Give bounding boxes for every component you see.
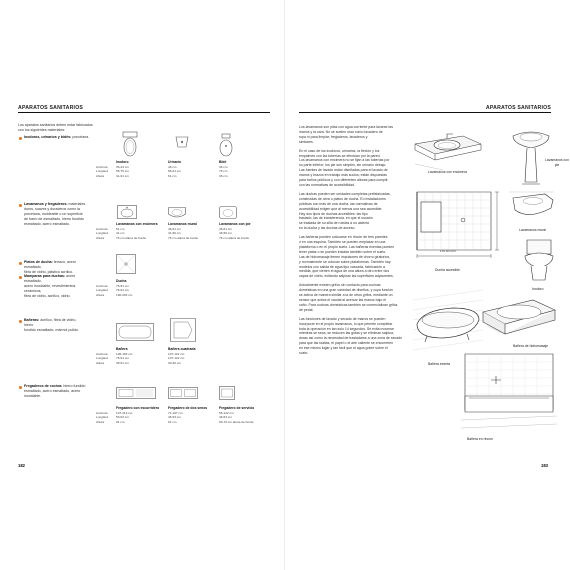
fixture-values: 71-107 cm 46-53 cm 91 cm: [168, 411, 183, 424]
freestanding-tub-illustration: [413, 290, 483, 358]
section-platos-ducha: Platos de ducha: terrazo, acero esmaltado, fibra de vidrio, plástico acrílico.: [24, 260, 76, 274]
caption-ducha-accesible: Ducha accesible: [435, 268, 460, 272]
caption-lavamanos-mural: Lavamanos mural: [519, 228, 546, 232]
caption-lavamanos-pie: Lavamanos con pie: [545, 158, 569, 167]
right-header-title: APARATOS SANITARIOS: [485, 105, 551, 111]
countertop-sink-icon: [117, 205, 137, 219]
bullet-icon: [19, 276, 22, 279]
fixture-values: 46-61 cm 41-56 cm 76 cm altura de borde: [168, 227, 199, 240]
wall-sink-illustration: [509, 190, 554, 226]
shower-tray-icon: [116, 254, 136, 274]
page-number-right: 183: [541, 463, 548, 468]
section-inodoros: Inodoros, urinarios y bidés: porcelana.: [24, 135, 90, 139]
fixture-name: Fregadero de dos senos: [168, 406, 208, 410]
left-header-title: APARATOS SANITARIOS: [18, 105, 84, 111]
bathtub-icon: [116, 323, 154, 341]
bullet-icon: [19, 204, 22, 207]
fixture-values: 51 cm 41 cm 76 cm altura de borde: [116, 227, 147, 240]
dim-labels-row3: Anchura Longitud Altura: [96, 284, 108, 297]
shower-dimension: 170 cm mín.: [440, 249, 457, 253]
fixture-name: Urinario: [168, 160, 181, 164]
fixture-name: Inodoro: [116, 160, 129, 164]
paragraph-baneras: Las bañeras pueden colocarse en rincón de tres paredes o en una esquina. También se pueden emplazar en una plataforma o en el propio suelo. Las bañeras exentas pueden tener patas o se pueden instalar también sobre el suelo. Las de hidromasaje tienen impulsores de chorro giratorios, y normalmente se colocan sobre plataformas. También hay modelos con salida de agua tipo cascada, fabricación a medida, que vierten el agua de una altura a otro entre dos capas de vidrio, evitando salpicar las superficies adyacentes.: [299, 235, 395, 279]
pedestal-sink-illustration: [510, 128, 552, 186]
paragraph-lavamanos: Los lavamanos son pilas con agua corriente para lavarse las manos y la cara. No se suelen usar como lavadero de ropa ni para limpiar; fregaderos, lavaderos y similares.: [299, 125, 393, 144]
fixture-values: 56-122 cm 46-53 cm 69-79 cm altura de borde: [219, 411, 254, 424]
dim-labels-row2: Anchura Longitud Altura: [96, 227, 108, 240]
fixture-name: Bidé: [219, 160, 227, 164]
fixture-name: Lavamanos mural: [168, 222, 197, 226]
left-intro-line-1: Los aparatos sanitarios deben estar fabricados: [18, 123, 93, 127]
alcove-tub-illustration: [461, 350, 557, 432]
fixture-values: 36-43 cm 56-75 cm 41-91 cm: [116, 165, 129, 178]
bullet-icon: [19, 137, 22, 140]
fixture-name: Bañera cuadrada: [168, 347, 196, 351]
countertop-sink-illustration: [413, 130, 483, 170]
service-sink-icon: [219, 386, 235, 400]
section-lavamanos: Lavamanos y fregaderos: materiales duros, suaves y duraderos como la porcelana, moldeable o un superficie de barro de esmaltado, hierro fundido esmaltado, acero esmaltado.: [24, 202, 86, 226]
paragraph-grifos: Actualmente existen grifos sin contacto para cocinas domésticas en una gran variedad de diseños, y cuya función se activa de manera similar a la de otros grifos, mediante un sensor que activa el caudal al acercar las manos bajo el caño. Para cocinas domésticas también se comercializan grifos de pedal.: [299, 283, 398, 312]
bullet-icon: [19, 262, 22, 265]
wall-sink-icon: [168, 207, 186, 219]
fixture-values: 107-122 cm 107-122 cm 30-40 cm: [168, 352, 185, 365]
double-sink-icon: [168, 387, 198, 399]
caption-banera-exenta: Bañera exenta: [428, 362, 451, 366]
paragraph-secado: Las funciones de lavado y secado de manos se pueden incorporar en el propio lavamanos, lo que permite completar toda la operación en tan solo 14 segundos. Se evita moverse mientras se seca, se reducen las gotas y se eliminan salpica- duras así como la necesidad de trasladarse a una zona de secado para que las toallas, el papel o el aire caliente se encuentren en ese mismo lugar y tan fácil que el agua gotee sobre el suelo.: [299, 316, 403, 356]
pedestal-sink-icon: [219, 206, 237, 219]
fixture-values: 46-61 cm 46-56 cm 76 cm altura de borde: [219, 227, 250, 240]
fixture-values: 36 cm 76 cm 36 cm: [219, 165, 228, 178]
left-header-bar: [18, 100, 270, 113]
paragraph-duchas: Las duchas pueden ser unidades completas prefabricadas, construidas de obra o platos de ducha. En instalaciones públicas con más de una ducha, las normativas de accesibilidad exigen que al menos una sea accesible. Hay dos tipos de duchas accesibles: las tipo traslado, las de transferencia, en que el usuario se traslada de su silla de ruedas a un asiento en la ducha y las duchas de acceso.: [299, 191, 391, 231]
urinal-icon: [175, 136, 189, 148]
caption-inodoro: Inodoro: [532, 287, 544, 291]
caption-banera-rincon: Bañera en rincón: [467, 437, 493, 441]
fixture-values: 106-183 cm 76-91 cm 36-51 cm: [116, 352, 133, 365]
fixture-name: Fregadero con escurridero: [116, 406, 160, 410]
fixture-name: Lavamanos con pie: [219, 222, 251, 226]
square-bathtub-icon: [170, 318, 196, 342]
bullet-icon: [19, 320, 22, 323]
fixture-values: 46 cm 56-61 cm 61 cm: [168, 165, 181, 178]
right-text-column: [299, 125, 403, 356]
accessible-shower-illustration: [415, 190, 503, 262]
toilet-illustration: [521, 238, 555, 284]
drainboard-sink-icon: [116, 387, 156, 399]
left-intro-line-2: con los siguientes materiales:: [18, 128, 66, 132]
caption-lavamanos-encimera: Lavamanos con encimera: [428, 170, 467, 174]
bullet-icon: [19, 386, 22, 389]
section-fregaderos: Fregaderos de cocina: hierro fundido esmaltado, acero esmaltado, acero inoxidable.: [24, 384, 86, 398]
section-baneras: Bañeras: acrílico, fibra de vidrio, hierro fundido esmaltado, mármol pulido.: [24, 318, 79, 332]
bidet-icon: [218, 134, 234, 158]
toilet-top-icon: [120, 132, 140, 158]
dim-labels-row1: Anchura Longitud Altura: [96, 165, 108, 178]
right-page: [285, 0, 570, 570]
paragraph-inodoros: En el caso de los inodoros, urinarios, la flexión y los empalmes con las tuberías se efectúan por la pared. Los lavamanos con encimera no se fijan a las tuberías por su parte inferior; los pie son simples, sin urinario debajo. Las fuentes de lavado están diseñadas para el lavado de manos y brazos en trabajo más sucios; están dispuestas para baños públicos y con diferentes alturas para cumplir con las normativas de accesibilidad.: [299, 148, 390, 187]
dim-labels-row5: Anchura Longitud Altura: [96, 411, 108, 424]
caption-banera-hidromasaje: Bañera de hidromasaje: [513, 344, 549, 348]
dim-labels-row4: Anchura Longitud Altura: [96, 352, 108, 365]
page-number-left: 182: [18, 463, 25, 468]
whirlpool-tub-illustration: [481, 296, 557, 340]
fixture-name: Lavamanos con encimera: [116, 222, 158, 226]
section-mamparas: Mamparas para duchas: acero esmaltado, acero inoxidable, revestimientos cerámicos, fibra de vidrio, acrílico, vidrio.: [24, 274, 76, 298]
fixture-name: Fregadero de servicio: [219, 406, 255, 410]
fixture-name: Ducha: [116, 279, 127, 283]
fixture-values: 107-213 cm 53-63 cm 91 cm: [116, 411, 133, 424]
fixture-values: 76-91 cm 76-91 cm 190-203 cm: [116, 284, 133, 297]
right-header-bar: [299, 100, 551, 113]
fixture-name: Bañera: [116, 347, 128, 351]
